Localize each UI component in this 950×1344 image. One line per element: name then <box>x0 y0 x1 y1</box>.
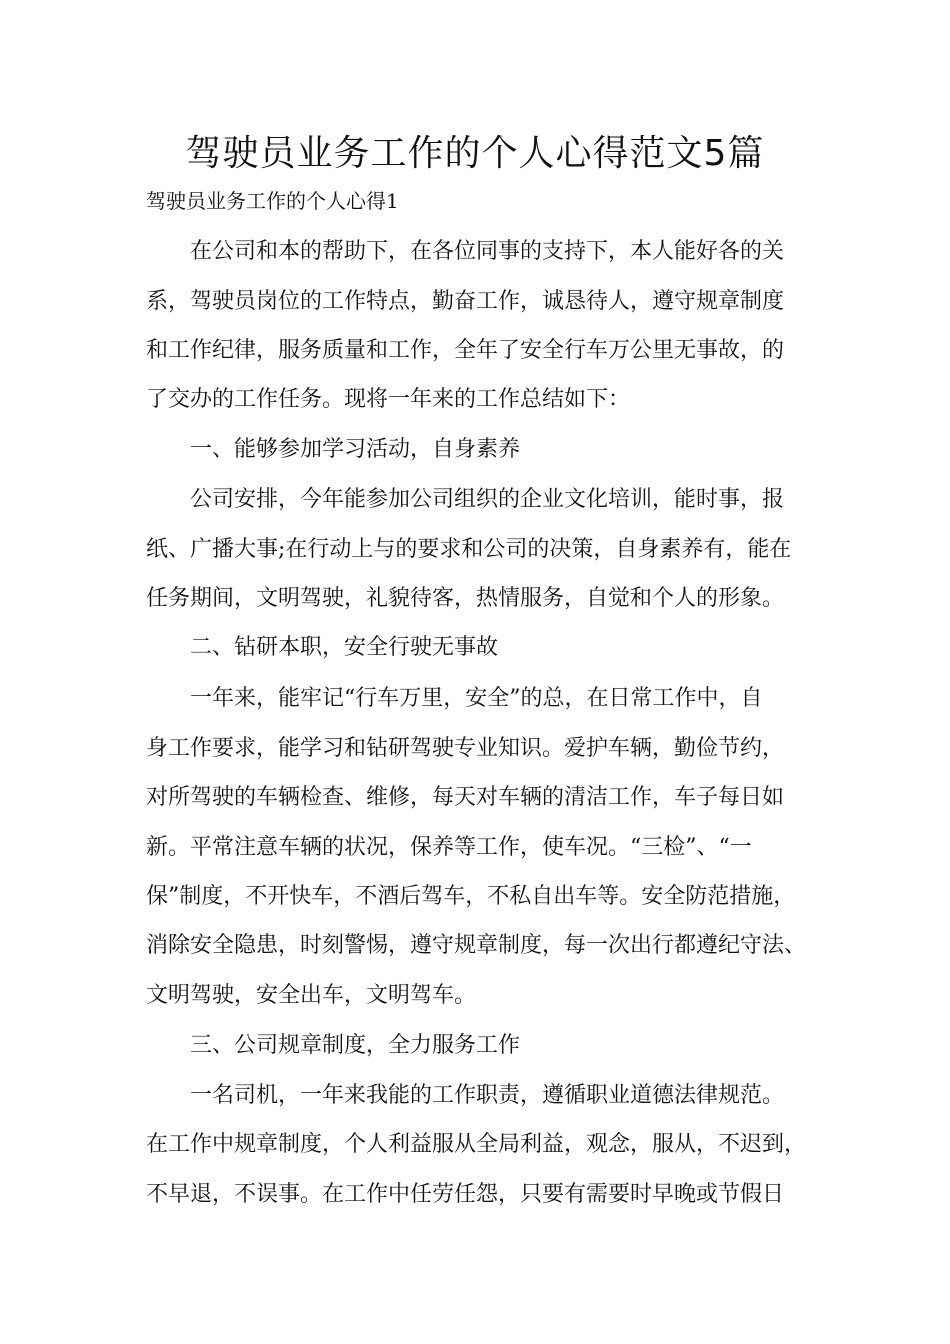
paragraph-line: 一名司机，一年来我能的工作职责，遵循职业道德法律规范。 <box>190 1083 785 1108</box>
paragraph-line: 和工作纪律，服务质量和工作，全年了安全行车万公里无事故，的 <box>146 338 785 363</box>
paragraph-line: 不早退，不误事。在工作中任劳任怨，只要有需要时早晚或节假日 <box>146 1182 785 1207</box>
section-heading: 三、公司规章制度，全力服务工作 <box>190 1033 521 1058</box>
paragraph-line: 公司安排，今年能参加公司组织的企业文化培训，能时事，报 <box>190 487 785 512</box>
paragraph-line: 文明驾驶，安全出车，文明驾车。 <box>146 983 477 1008</box>
paragraph-line: 一年来，能牢记“行车万里，安全”的总，在日常工作中，自 <box>190 686 763 711</box>
section-heading: 二、钻研本职，安全行驶无事故 <box>190 635 499 660</box>
document-title: 驾驶员业务工作的个人心得范文5篇 <box>185 133 765 174</box>
paragraph-line: 在公司和本的帮助下，在各位同事的支持下，本人能好各的关 <box>190 239 785 264</box>
paragraph-line: 系，驾驶员岗位的工作特点，勤奋工作，诚恳待人，遵守规章制度 <box>146 289 785 314</box>
paragraph-line: 任务期间，文明驾驶，礼貌待客，热情服务，自觉和个人的形象。 <box>146 586 785 611</box>
section-heading: 一、能够参加学习活动，自身素养 <box>190 437 521 462</box>
paragraph-line: 在工作中规章制度，个人利益服从全局利益，观念，服从，不迟到， <box>146 1132 807 1157</box>
paragraph-line: 了交办的工作任务。现将一年来的工作总结如下： <box>146 387 631 412</box>
paragraph-line: 保”制度，不开快车，不酒后驾车，不私自出车等。安全防范措施， <box>146 884 796 909</box>
paragraph-line: 纸、广播大事;在行动上与的要求和公司的决策，自身素养有，能在 <box>146 537 792 562</box>
paragraph-line: 身工作要求，能学习和钻研驾驶专业知识。爱护车辆，勤俭节约， <box>146 736 785 761</box>
paragraph-line: 对所驾驶的车辆检查、维修，每天对车辆的清洁工作，车子每日如 <box>146 785 785 810</box>
paragraph-line: 消除安全隐患，时刻警惕，遵守规章制度，每一次出行都遵纪守法、 <box>146 933 807 958</box>
document-subtitle: 驾驶员业务工作的个人心得1 <box>146 189 399 213</box>
paragraph-line: 新。平常注意车辆的状况，保养等工作，使车况。“三检”、“一 <box>146 835 752 860</box>
